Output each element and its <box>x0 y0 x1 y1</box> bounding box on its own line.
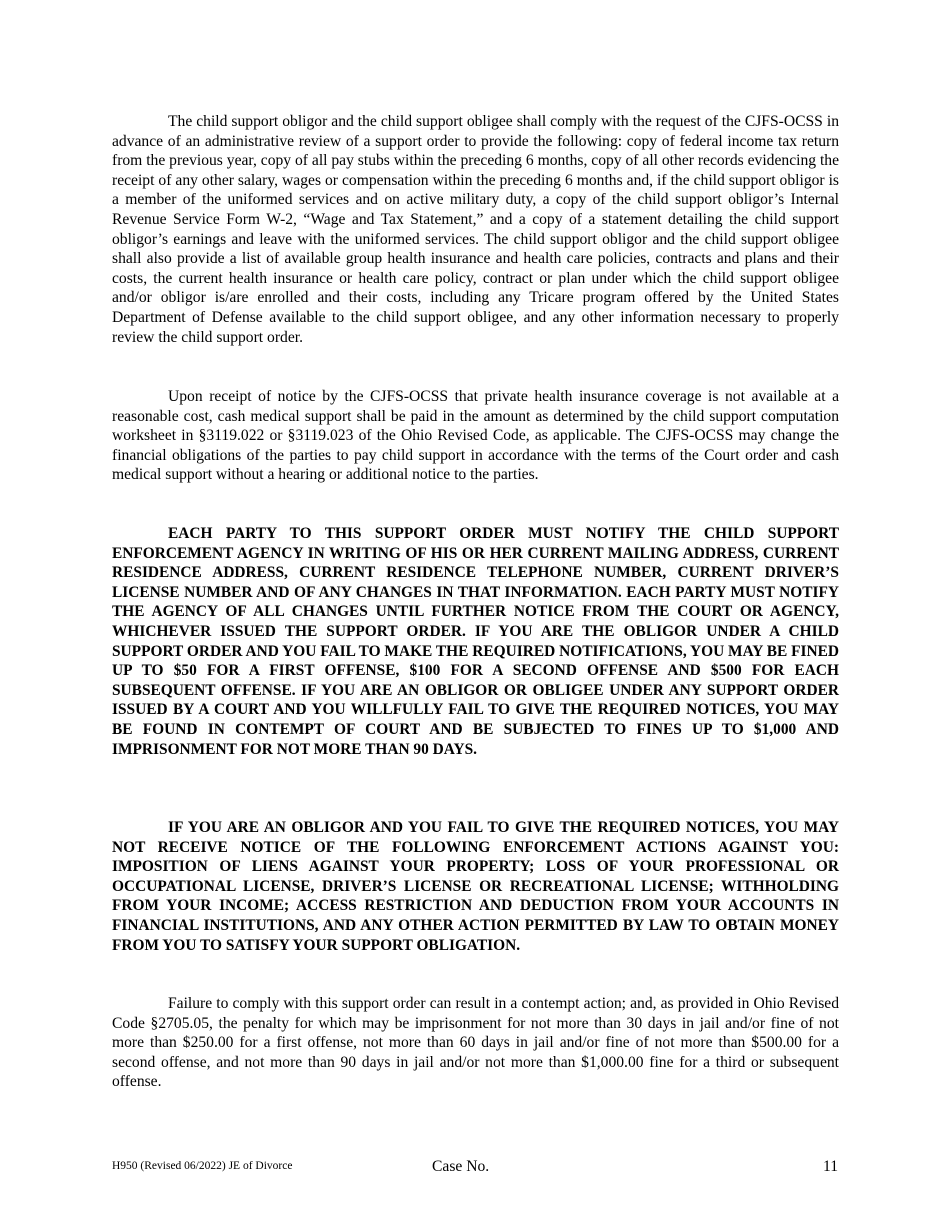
footer-page-number: 11 <box>822 1158 838 1175</box>
paragraph-notification-requirement: EACH PARTY TO THIS SUPPORT ORDER MUST NOTIFY THE CHILD SUPPORT ENFORCEMENT AGENCY IN WRITING OF HIS OR HER CURRENT MAILING ADDRESS, CURRENT RESIDENCE ADDRESS, CURRENT RESIDENCE TELEPHONE NUMBER, CURRENT DRIVER’S LICENSE NUMBER AND OF ANY CHANGES IN THAT INFORMATION. EACH PARTY MUST NOTIFY THE AGENCY OF ALL CHANGES UNTIL FURTHER NOTICE FROM THE COURT OR AGENCY, WHICHEVER ISSUED THE SUPPORT ORDER. IF YOU ARE THE OBLIGOR UNDER A CHILD SUPPORT ORDER AND YOU FAIL TO MAKE THE REQUIRED NOTIFICATIONS, YOU MAY BE FINED UP TO $50 FOR A FIRST OFFENSE, $100 FOR A SECOND OFFENSE AND $500 FOR EACH SUBSEQUENT OFFENSE. IF YOU ARE AN OBLIGOR OR OBLIGEE UNDER ANY SUPPORT ORDER ISSUED BY A COURT AND YOU WILLFULLY FAIL TO GIVE THE REQUIRED NOTICES, YOU MAY BE FOUND IN CONTEMPT OF COURT AND BE SUBJECTED TO FINES UP TO $1,000 AND IMPRISONMENT FOR NOT MORE THAN 90 DAYS. <box>112 525 839 758</box>
footer-form-id: H950 (Revised 06/2022) JE of Divorce <box>112 1160 293 1172</box>
paragraph-enforcement-actions: IF YOU ARE AN OBLIGOR AND YOU FAIL TO GIVE THE REQUIRED NOTICES, YOU MAY NOT RECEIVE NOTICE OF THE FOLLOWING ENFORCEMENT ACTIONS AGAINST YOU: IMPOSITION OF LIENS AGAINST YOUR PROPERTY; LOSS OF YOUR PROFESSIONAL OR OCCUPATIONAL LICENSE, DRIVER’S LICENSE OR RECREATIONAL LICENSE; WITHHOLDING FROM YOUR INCOME; ACCESS RESTRICTION AND DEDUCTION FROM YOUR ACCOUNTS IN FINANCIAL INSTITUTIONS, AND ANY OTHER ACTION PERMITTED BY LAW TO OBTAIN MONEY FROM YOU TO SATISFY YOUR SUPPORT OBLIGATION. <box>112 819 839 954</box>
paragraph-contempt-penalty: Failure to comply with this support order can result in a contempt action; and, as provided in Ohio Revised Code §2705.05, the penalty for which may be imprisonment for not more than 30 days in jail and/or fine of not more than $250.00 for a first offense, not more than 60 days in jail and/or fine of not more than $500.00 for a second offense, and not more than 90 days in jail and/or not more than $1,000.00 fine for a third or subsequent offense. <box>112 995 839 1091</box>
paragraph-administrative-review: The child support obligor and the child support obligee shall comply with the request of the CJFS-OCSS in advance of an administrative review of a support order to provide the following: copy of federal income tax return from the previous year, copy of all pay stubs within the preceding 6 months, copy of all other records evidencing the receipt of any other salary, wages or compensation within the preceding 6 months and, if the child support obligor is a member of the uniformed services and on active military duty, a copy of the child support obligor’s Internal Revenue Service Form W-2, “Wage and Tax Statement,” and a copy of a statement detailing the child support obligor’s earnings and leave with the uniformed services. The child support obligor and the child support obligee shall also provide a list of available group health insurance and health care policies, contracts and plans and their costs, the current health insurance or health care policy, contract or plan under which the child support obligee and/or obligor is/are enrolled and their costs, including any Tricare program offered by the United States Department of Defense available to the child support obligee, and any other information necessary to properly review the child support order. <box>112 113 839 346</box>
paragraph-cash-medical-support: Upon receipt of notice by the CJFS-OCSS that private health insurance coverage is not available at a reasonable cost, cash medical support shall be paid in the amount as determined by the child support computation worksheet in §3119.022 or §3119.023 of the Ohio Revised Code, as applicable. The CJFS-OCSS may change the financial obligations of the parties to pay child support in accordance with the terms of the Court order and cash medical support without a hearing or additional notice to the parties. <box>112 388 839 484</box>
footer-case-number: Case No. <box>432 1158 490 1175</box>
